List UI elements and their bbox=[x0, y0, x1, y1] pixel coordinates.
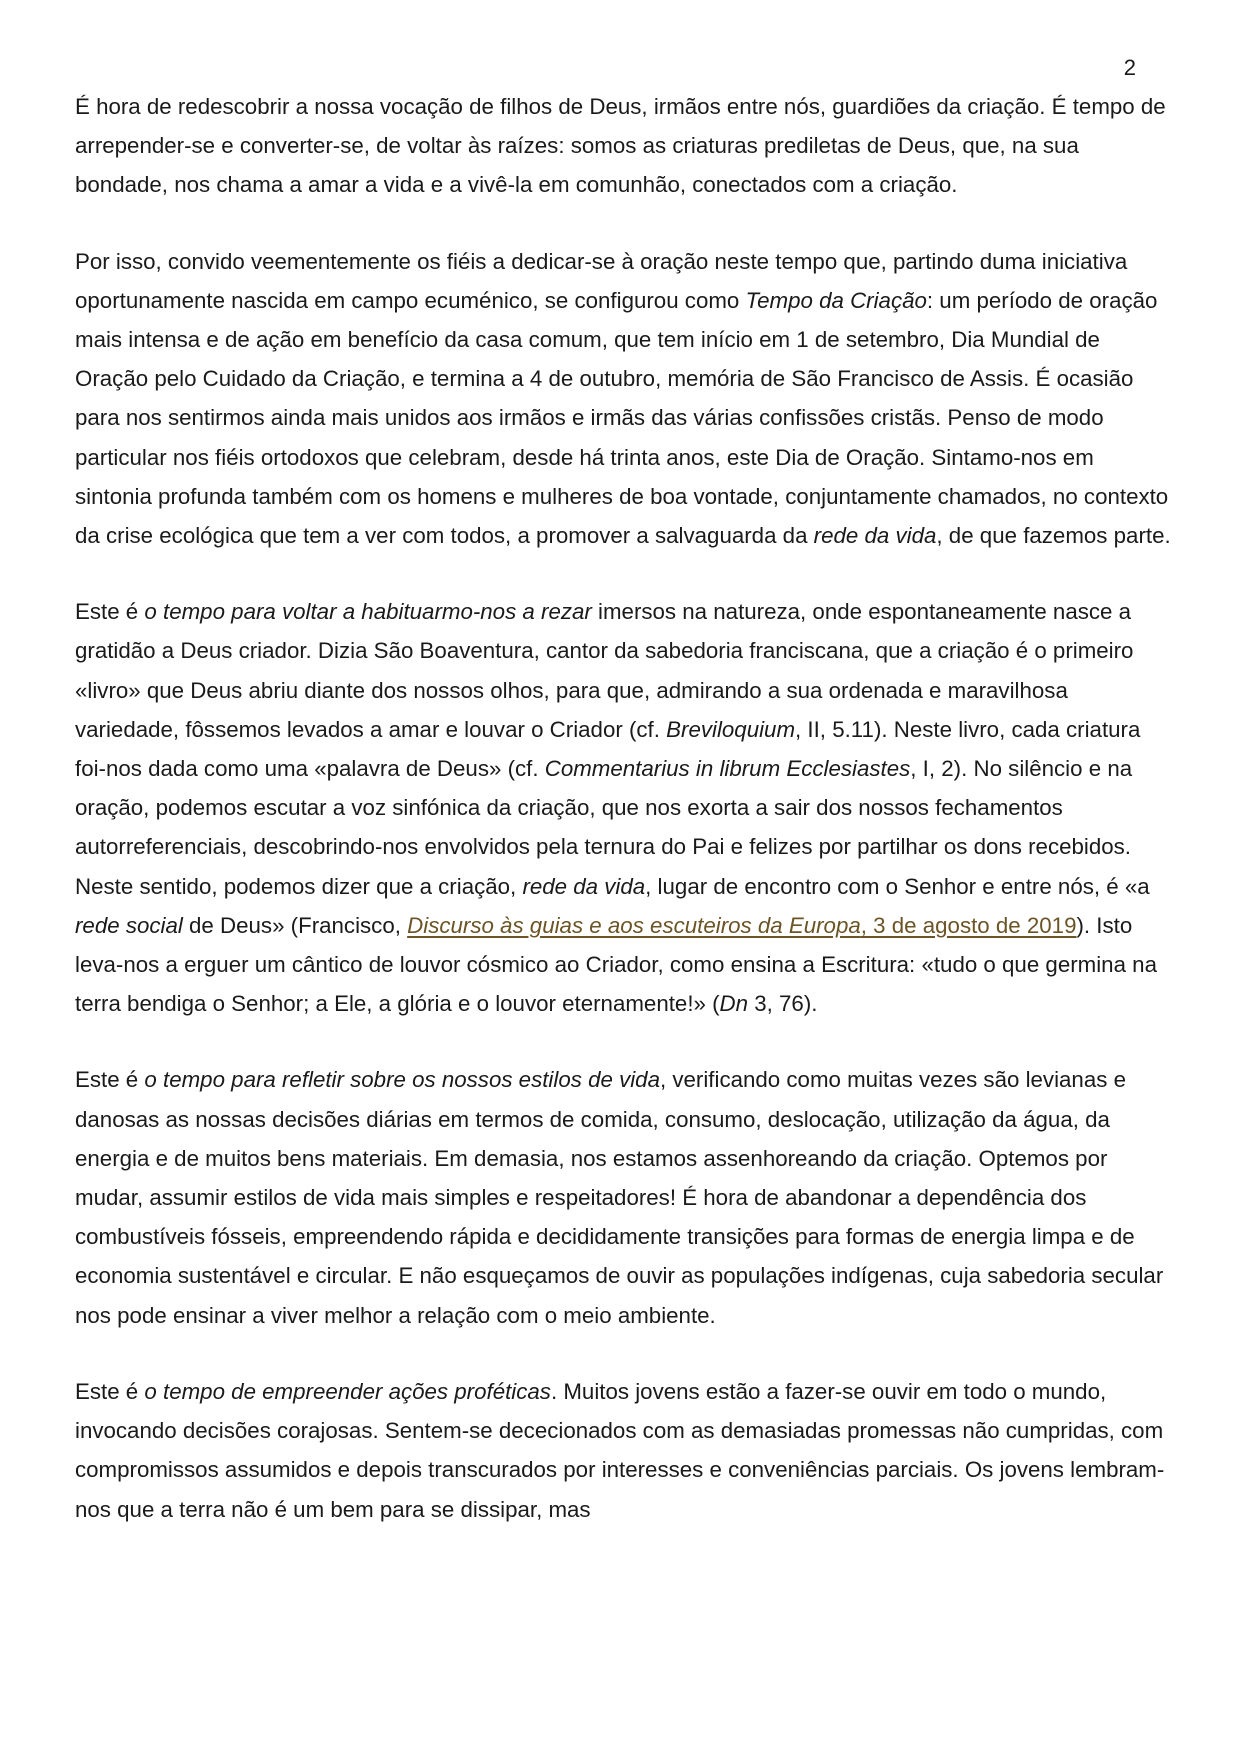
paragraph-3 bbox=[75, 592, 1173, 1023]
text-run: 3, 76). bbox=[748, 991, 818, 1017]
paragraph-5 bbox=[75, 1372, 1173, 1529]
text-run: , verificando como muitas vezes são levianas e danosas as nossas decisões diárias em termos de comida, consumo, deslocação, utilização da água, da energia e de muitos bens materiais. Em demasia, nos estamos assenhoreando da criação. Optemos por mudar, assumir estilos de vida mais simples e respeitadores! É hora de abandonar a dependência dos combustíveis fósseis, empreendendo rápida e decididamente transições para formas de energia limpa e de economia sustentável e circular. E não esqueçamos de ouvir as populações indígenas, cuja sabedoria secular nos pode ensinar a viver melhor a relação com o meio ambiente. bbox=[75, 1067, 1164, 1328]
text-run: , lugar de encontro com o Senhor e entre nós, é «a bbox=[645, 873, 1150, 899]
paragraph-2 bbox=[75, 242, 1173, 556]
text-run: É hora de redescobrir a nossa vocação de filhos de Deus, irmãos entre nós, guardiões da criação. É tempo de arrepender-se e converter-se, de voltar às raízes: somos as criaturas prediletas de Deus, que, na sua bondade, nos chama a amar a vida e a vivê-la em comunhão, conectados com a criação. bbox=[75, 94, 1166, 198]
speech-link[interactable]: , 3 de agosto de 2019 bbox=[860, 912, 1077, 938]
italic-text: o tempo para refletir sobre os nossos estilos de vida bbox=[144, 1067, 660, 1093]
text-run: Por isso, convido veementemente os fiéis a dedicar-se à oração neste tempo que, partindo duma iniciativa oportunamente nascida em campo ecuménico, se configurou como bbox=[75, 248, 1128, 313]
italic-text: rede social bbox=[75, 912, 183, 938]
text-run: de Deus» (Francisco, bbox=[182, 912, 408, 938]
text-run: Este é bbox=[75, 1067, 145, 1093]
italic-text: rede da vida bbox=[813, 523, 937, 549]
text-run: Este é bbox=[75, 1378, 145, 1404]
italic-text: Breviloquium bbox=[666, 716, 796, 742]
text-run: imersos na natureza, onde espontaneamente nasce a gratidão a Deus criador. Dizia São Boaventura, cantor da sabedoria franciscana, que a criação é o primeiro «livro» que Deus abriu diante dos nossos olhos, para que, admirando a sua ordenada e maravilhosa variedade, fôssemos levados a amar e louvar o Criador (cf. bbox=[75, 599, 1134, 742]
document-body bbox=[75, 87, 1173, 1566]
italic-text: o tempo de empreender ações proféticas bbox=[144, 1378, 551, 1404]
italic-text: o tempo para voltar a habituarmo-nos a rezar bbox=[144, 599, 592, 625]
paragraph-1 bbox=[75, 87, 1173, 205]
text-run: : um período de oração mais intensa e de ação em benefício da casa comum, que tem início em 1 de setembro, Dia Mundial de Oração pelo Cuidado da Criação, e termina a 4 de outubro, memória de São Francisco de Assis. É ocasião para nos sentirmos ainda mais unidos aos irmãos e irmãs das várias confissões cristãs. Penso de modo particular nos fiéis ortodoxos que celebram, desde há trinta anos, este Dia de Oração. Sintamo-nos em sintonia profunda também com os homens e mulheres de boa vontade, conjuntamente chamados, no contexto da crise ecológica que tem a ver com todos, a promover a salvaguarda da bbox=[75, 287, 1169, 549]
text-run: , I, 2). No silêncio e na oração, podemos escutar a voz sinfónica da criação, que nos exorta a sair dos nossos fechamentos autorreferenciais, descobrindo-nos envolvidos pela ternura do Pai e felizes por partilhar os dons recebidos. Neste sentido, podemos dizer que a criação, bbox=[75, 756, 1133, 899]
speech-link[interactable]: Discurso às guias e aos escuteiros da Europa bbox=[407, 912, 861, 938]
italic-text: Dn bbox=[719, 991, 749, 1017]
italic-text: Commentarius in librum Ecclesiastes bbox=[544, 756, 911, 782]
text-run: ). Isto leva-nos a erguer um cântico de louvor cósmico ao Criador, como ensina a Escritura: «tudo o que germina na terra bendiga o Senhor; a Ele, a glória e o louvor eternamente!» ( bbox=[75, 912, 1157, 1017]
text-run: , de que fazemos parte. bbox=[936, 523, 1171, 549]
text-run: . Muitos jovens estão a fazer-se ouvir em todo o mundo, invocando decisões corajosas. Sentem-se dececionados com as demasiadas promessas não cumpridas, com compromissos assumidos e depois transcurados por interesses e conveniências parciais. Os jovens lembram-nos que a terra não é um bem para se dissipar, mas bbox=[75, 1378, 1165, 1522]
italic-text: Tempo da Criação bbox=[745, 287, 927, 313]
paragraph-4 bbox=[75, 1060, 1173, 1334]
page-number: 2 bbox=[1123, 55, 1136, 80]
text-run: , II, 5.11). Neste livro, cada criatura foi-nos dada como uma «palavra de Deus» (cf. bbox=[75, 716, 1141, 782]
italic-text: rede da vida bbox=[522, 873, 646, 899]
text-run: Este é bbox=[75, 599, 145, 625]
